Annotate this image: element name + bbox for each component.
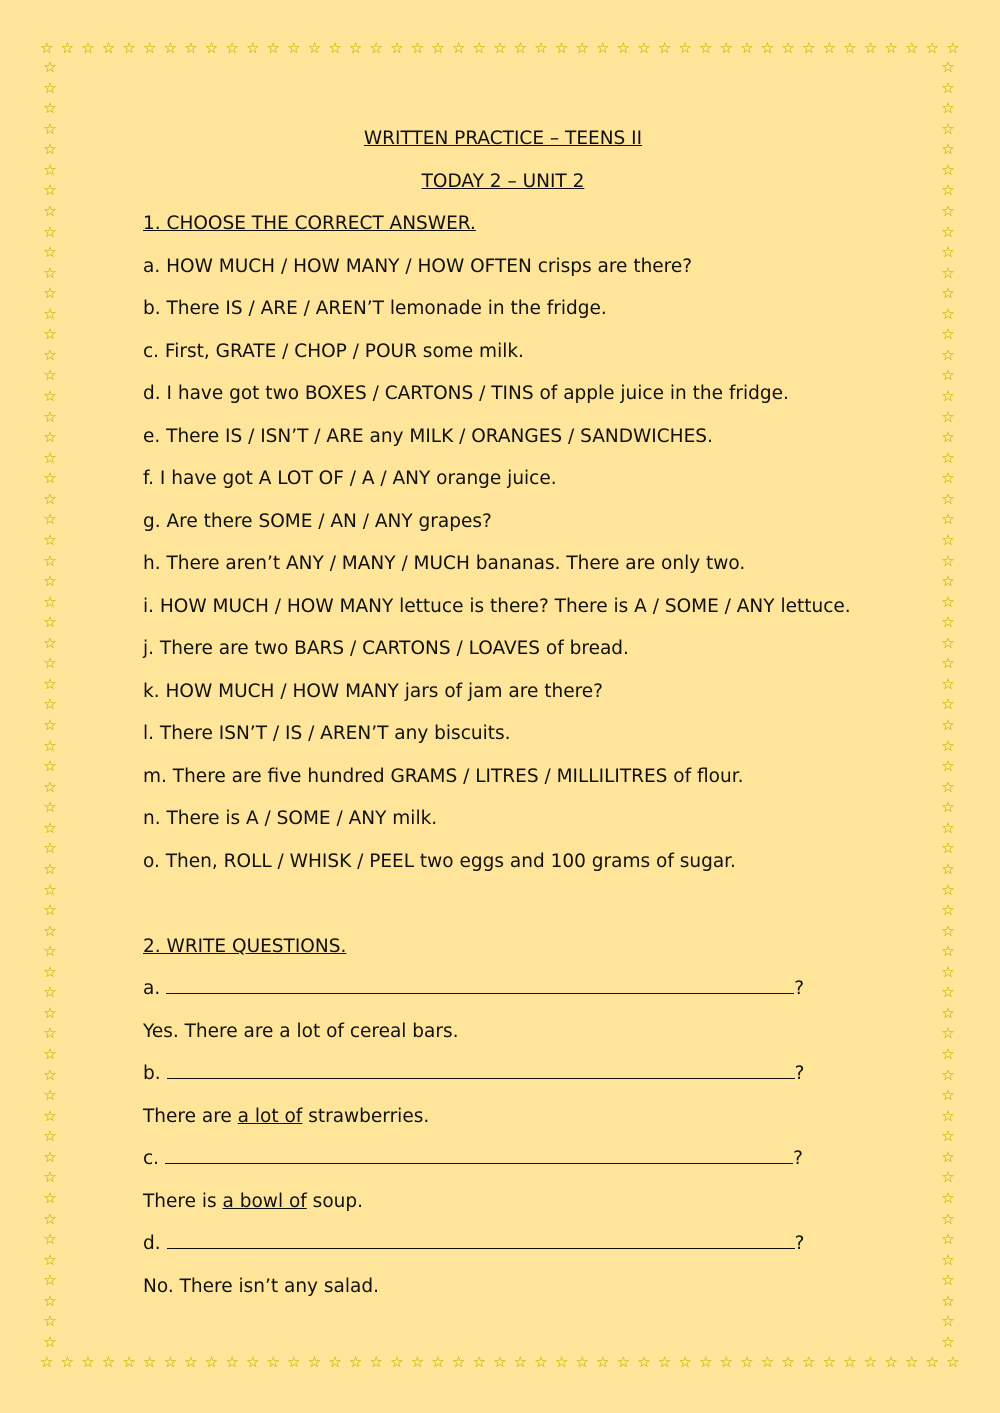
star-outline-icon: ☆ <box>513 38 528 57</box>
star-outline-icon: ☆ <box>699 38 713 57</box>
star-outline-icon: ☆ <box>43 510 57 529</box>
star-outline-icon: ☆ <box>941 633 955 652</box>
star-outline-icon: ☆ <box>616 1352 631 1371</box>
star-outline-icon: ☆ <box>43 921 57 940</box>
star-outline-icon: ☆ <box>941 736 955 755</box>
star-outline-icon: ☆ <box>941 674 955 693</box>
star-outline-icon: ☆ <box>348 1352 363 1371</box>
star-outline-icon: ☆ <box>451 38 466 57</box>
star-outline-icon: ☆ <box>941 530 955 549</box>
question-label-a: a. <box>143 978 161 999</box>
star-outline-icon: ☆ <box>904 38 919 57</box>
star-outline-icon: ☆ <box>719 1352 734 1371</box>
star-outline-icon: ☆ <box>43 1127 57 1146</box>
exercise-item-c: c. First, GRATE / CHOP / POUR some milk. <box>143 340 524 362</box>
star-outline-icon: ☆ <box>941 304 955 323</box>
exercise-item-i: i. HOW MUCH / HOW MANY lettuce is there? There is A / SOME / ANY lettuce. <box>143 595 851 617</box>
star-outline-icon: ☆ <box>843 1352 857 1371</box>
exercise-item-g: g. Are there SOME / AN / ANY grapes? <box>143 510 492 532</box>
star-outline-icon: ☆ <box>43 99 57 118</box>
star-outline-icon: ☆ <box>941 839 955 858</box>
star-outline-icon: ☆ <box>843 38 857 57</box>
star-outline-icon: ☆ <box>184 1352 198 1371</box>
star-outline-icon: ☆ <box>946 1352 960 1371</box>
exercise-item-j: j. There are two BARS / CARTONS / LOAVES of bread. <box>143 638 629 659</box>
star-outline-icon: ☆ <box>410 1352 425 1371</box>
star-outline-icon: ☆ <box>163 38 178 57</box>
star-outline-icon: ☆ <box>941 58 955 76</box>
star-outline-icon: ☆ <box>781 1352 795 1371</box>
star-outline-icon: ☆ <box>43 119 57 138</box>
star-outline-icon: ☆ <box>657 38 672 57</box>
star-outline-icon: ☆ <box>43 942 57 961</box>
star-outline-icon: ☆ <box>941 1271 955 1290</box>
star-outline-icon: ☆ <box>941 284 955 303</box>
star-outline-icon: ☆ <box>941 325 955 344</box>
star-outline-icon: ☆ <box>941 1188 955 1207</box>
star-outline-icon: ☆ <box>941 243 955 262</box>
section1-heading: 1. CHOOSE THE CORRECT ANSWER. <box>143 213 476 234</box>
star-outline-icon: ☆ <box>884 38 898 57</box>
star-outline-icon: ☆ <box>43 263 57 282</box>
star-outline-icon: ☆ <box>40 38 54 57</box>
star-border-right <box>938 60 958 1350</box>
question-mark-d: ? <box>794 1233 805 1254</box>
star-outline-icon: ☆ <box>941 1209 955 1228</box>
star-outline-icon: ☆ <box>204 38 219 57</box>
star-outline-icon: ☆ <box>941 181 955 200</box>
star-outline-icon: ☆ <box>328 38 342 57</box>
star-outline-icon: ☆ <box>941 757 955 776</box>
star-outline-icon: ☆ <box>941 263 955 282</box>
star-outline-icon: ☆ <box>941 201 955 220</box>
star-outline-icon: ☆ <box>941 962 955 981</box>
star-outline-icon: ☆ <box>781 38 795 57</box>
star-outline-icon: ☆ <box>941 572 955 591</box>
star-outline-icon: ☆ <box>43 1024 57 1043</box>
star-outline-icon: ☆ <box>410 38 425 57</box>
star-outline-icon: ☆ <box>204 1352 219 1371</box>
star-outline-icon: ☆ <box>43 407 57 426</box>
star-outline-icon: ☆ <box>43 1106 57 1125</box>
star-outline-icon: ☆ <box>43 428 57 447</box>
star-outline-icon: ☆ <box>81 38 95 57</box>
star-outline-icon: ☆ <box>637 38 651 57</box>
given-answer-d: No. There isn’t any salad. <box>143 1275 379 1297</box>
section-gap <box>143 883 863 926</box>
star-outline-icon: ☆ <box>43 1312 57 1331</box>
star-outline-icon: ☆ <box>43 592 57 611</box>
star-outline-icon: ☆ <box>43 448 57 467</box>
star-outline-icon: ☆ <box>43 181 57 200</box>
star-outline-icon: ☆ <box>493 38 507 57</box>
worksheet-title: WRITTEN PRACTICE – TEENS II <box>363 128 643 149</box>
star-outline-icon: ☆ <box>43 674 57 693</box>
answer-blank-b[interactable] <box>167 1058 795 1079</box>
star-outline-icon: ☆ <box>81 1352 95 1371</box>
star-outline-icon: ☆ <box>43 613 57 632</box>
star-outline-icon: ☆ <box>245 1352 260 1371</box>
star-outline-icon: ☆ <box>43 489 57 508</box>
exercise-item-b: b. There IS / ARE / AREN’T lemonade in the fridge. <box>143 298 607 319</box>
star-outline-icon: ☆ <box>941 489 955 508</box>
star-outline-icon: ☆ <box>596 38 610 57</box>
star-outline-icon: ☆ <box>43 1230 57 1249</box>
star-outline-icon: ☆ <box>941 78 955 97</box>
star-outline-icon: ☆ <box>431 38 445 57</box>
star-outline-icon: ☆ <box>941 1106 955 1125</box>
answer-b-text-start: There are <box>143 1105 238 1127</box>
answer-c-text-end: soup. <box>306 1190 363 1212</box>
star-outline-icon: ☆ <box>719 38 734 57</box>
star-outline-icon: ☆ <box>554 38 569 57</box>
star-outline-icon: ☆ <box>369 38 383 57</box>
star-outline-icon: ☆ <box>163 1352 178 1371</box>
exercise-item-e: e. There IS / ISN’T / ARE any MILK / ORANGES / SANDWICHES. <box>143 425 713 447</box>
star-outline-icon: ☆ <box>43 798 57 817</box>
star-outline-icon: ☆ <box>637 1352 651 1371</box>
star-outline-icon: ☆ <box>941 798 955 817</box>
star-outline-icon: ☆ <box>822 38 837 57</box>
star-outline-icon: ☆ <box>43 859 57 878</box>
exercise-item-n: n. There is A / SOME / ANY milk. <box>143 808 438 829</box>
star-outline-icon: ☆ <box>43 818 57 837</box>
star-outline-icon: ☆ <box>266 38 280 57</box>
star-outline-icon: ☆ <box>760 1352 775 1371</box>
star-outline-icon: ☆ <box>941 654 955 673</box>
star-outline-icon: ☆ <box>575 38 589 57</box>
star-outline-icon: ☆ <box>941 1230 955 1249</box>
exercise-item-o: o. Then, ROLL / WHISK / PEEL two eggs and 100 grams of sugar. <box>143 850 736 872</box>
star-outline-icon: ☆ <box>43 304 57 323</box>
question-label-c: c. <box>143 1148 160 1169</box>
star-outline-icon: ☆ <box>266 1352 280 1371</box>
star-outline-icon: ☆ <box>941 366 955 385</box>
star-outline-icon: ☆ <box>863 38 878 57</box>
star-outline-icon: ☆ <box>941 140 955 159</box>
star-outline-icon: ☆ <box>43 1271 57 1290</box>
star-outline-icon: ☆ <box>43 983 57 1002</box>
star-outline-icon: ☆ <box>101 1352 116 1371</box>
star-outline-icon: ☆ <box>941 716 955 734</box>
star-outline-icon: ☆ <box>43 1332 57 1351</box>
star-outline-icon: ☆ <box>760 38 775 57</box>
question-mark-a: ? <box>794 978 805 999</box>
exercise-item-k: k. HOW MUCH / HOW MANY jars of jam are there? <box>143 680 603 702</box>
star-outline-icon: ☆ <box>43 880 57 899</box>
star-outline-icon: ☆ <box>941 613 955 632</box>
star-outline-icon: ☆ <box>60 38 75 57</box>
star-outline-icon: ☆ <box>941 942 955 961</box>
star-outline-icon: ☆ <box>369 1352 383 1371</box>
star-outline-icon: ☆ <box>925 38 939 57</box>
star-outline-icon: ☆ <box>43 633 57 652</box>
star-outline-icon: ☆ <box>287 1352 301 1371</box>
given-answer-c <box>143 1181 863 1224</box>
star-outline-icon: ☆ <box>678 1352 692 1371</box>
worksheet-content <box>143 118 863 1308</box>
star-outline-icon: ☆ <box>225 38 239 57</box>
star-outline-icon: ☆ <box>43 777 57 796</box>
star-outline-icon: ☆ <box>941 1168 955 1187</box>
star-outline-icon: ☆ <box>43 530 57 549</box>
star-outline-icon: ☆ <box>43 1291 57 1310</box>
answer-b-underlined: a lot of <box>237 1105 303 1127</box>
star-outline-icon: ☆ <box>142 1352 157 1371</box>
star-outline-icon: ☆ <box>941 1065 955 1084</box>
star-outline-icon: ☆ <box>101 38 116 57</box>
star-outline-icon: ☆ <box>534 38 548 57</box>
star-outline-icon: ☆ <box>122 38 136 57</box>
star-outline-icon: ☆ <box>904 1352 919 1371</box>
star-outline-icon: ☆ <box>43 201 57 220</box>
star-outline-icon: ☆ <box>941 1086 955 1105</box>
star-outline-icon: ☆ <box>245 38 260 57</box>
star-outline-icon: ☆ <box>941 1312 955 1331</box>
star-outline-icon: ☆ <box>43 736 57 755</box>
question-label-b: b. <box>143 1063 161 1084</box>
star-outline-icon: ☆ <box>946 38 960 57</box>
star-outline-icon: ☆ <box>554 1352 569 1371</box>
star-outline-icon: ☆ <box>43 1168 57 1187</box>
star-outline-icon: ☆ <box>328 1352 342 1371</box>
exercise-item-h: h. There aren’t ANY / MANY / MUCH bananas. There are only two. <box>143 553 746 574</box>
star-outline-icon: ☆ <box>941 1024 955 1043</box>
star-outline-icon: ☆ <box>941 1291 955 1310</box>
star-outline-icon: ☆ <box>43 757 57 776</box>
star-outline-icon: ☆ <box>941 592 955 611</box>
star-outline-icon: ☆ <box>43 1065 57 1084</box>
star-outline-icon: ☆ <box>43 1188 57 1207</box>
star-outline-icon: ☆ <box>941 387 955 405</box>
star-outline-icon: ☆ <box>941 818 955 837</box>
star-outline-icon: ☆ <box>493 1352 507 1371</box>
section2-heading: 2. WRITE QUESTIONS. <box>143 935 347 957</box>
star-outline-icon: ☆ <box>941 99 955 118</box>
star-outline-icon: ☆ <box>596 1352 610 1371</box>
star-outline-icon: ☆ <box>43 1086 57 1105</box>
star-outline-icon: ☆ <box>43 387 57 405</box>
star-outline-icon: ☆ <box>390 38 404 57</box>
star-outline-icon: ☆ <box>43 58 57 76</box>
star-outline-icon: ☆ <box>43 1147 57 1166</box>
star-outline-icon: ☆ <box>472 1352 486 1371</box>
star-outline-icon: ☆ <box>801 38 816 57</box>
star-outline-icon: ☆ <box>43 901 57 920</box>
star-outline-icon: ☆ <box>43 572 57 591</box>
star-outline-icon: ☆ <box>941 469 955 488</box>
star-outline-icon: ☆ <box>941 901 955 920</box>
star-outline-icon: ☆ <box>43 1209 57 1228</box>
star-outline-icon: ☆ <box>941 777 955 796</box>
star-border-top <box>40 38 960 58</box>
star-outline-icon: ☆ <box>40 1352 54 1371</box>
star-outline-icon: ☆ <box>657 1352 672 1371</box>
star-outline-icon: ☆ <box>941 407 955 426</box>
question-line-a <box>143 968 863 1011</box>
star-outline-icon: ☆ <box>60 1352 75 1371</box>
star-outline-icon: ☆ <box>43 78 57 97</box>
answer-blank-d[interactable] <box>167 1228 795 1249</box>
star-outline-icon: ☆ <box>43 140 57 159</box>
star-outline-icon: ☆ <box>941 1045 955 1063</box>
star-outline-icon: ☆ <box>43 839 57 858</box>
star-outline-icon: ☆ <box>307 38 322 57</box>
star-outline-icon: ☆ <box>43 654 57 673</box>
question-label-d: d. <box>143 1233 161 1254</box>
exercise-item-m: m. There are five hundred GRAMS / LITRES / MILLILITRES of flour. <box>143 765 744 787</box>
exercise-item-d: d. I have got two BOXES / CARTONS / TINS of apple juice in the fridge. <box>143 383 789 404</box>
star-outline-icon: ☆ <box>941 1127 955 1146</box>
question-line-b <box>143 1053 863 1096</box>
star-outline-icon: ☆ <box>184 38 198 57</box>
worksheet-subtitle: TODAY 2 – UNIT 2 <box>421 170 585 192</box>
answer-blank-c[interactable] <box>165 1143 793 1164</box>
question-line-c <box>143 1138 863 1181</box>
star-outline-icon: ☆ <box>534 1352 548 1371</box>
star-outline-icon: ☆ <box>43 284 57 303</box>
star-outline-icon: ☆ <box>822 1352 837 1371</box>
star-outline-icon: ☆ <box>43 469 57 488</box>
star-outline-icon: ☆ <box>43 1045 57 1063</box>
star-outline-icon: ☆ <box>941 551 955 570</box>
star-outline-icon: ☆ <box>941 345 955 364</box>
star-outline-icon: ☆ <box>348 38 363 57</box>
star-outline-icon: ☆ <box>122 1352 136 1371</box>
star-outline-icon: ☆ <box>307 1352 322 1371</box>
star-outline-icon: ☆ <box>925 1352 939 1371</box>
star-outline-icon: ☆ <box>941 695 955 714</box>
star-outline-icon: ☆ <box>941 859 955 878</box>
star-outline-icon: ☆ <box>43 222 57 241</box>
exercise-item-a: a. HOW MUCH / HOW MANY / HOW OFTEN crisps are there? <box>143 255 693 277</box>
answer-c-text-start: There is <box>143 1190 223 1212</box>
star-outline-icon: ☆ <box>941 1147 955 1166</box>
star-outline-icon: ☆ <box>740 1352 754 1371</box>
star-outline-icon: ☆ <box>941 428 955 447</box>
star-outline-icon: ☆ <box>472 38 486 57</box>
answer-b-text-end: strawberries. <box>302 1105 430 1127</box>
star-outline-icon: ☆ <box>801 1352 816 1371</box>
star-outline-icon: ☆ <box>43 551 57 570</box>
star-outline-icon: ☆ <box>43 243 57 262</box>
star-outline-icon: ☆ <box>431 1352 445 1371</box>
star-outline-icon: ☆ <box>863 1352 878 1371</box>
star-outline-icon: ☆ <box>941 119 955 138</box>
star-outline-icon: ☆ <box>941 921 955 940</box>
question-mark-b: ? <box>794 1063 805 1084</box>
star-outline-icon: ☆ <box>941 510 955 529</box>
star-outline-icon: ☆ <box>941 1250 955 1269</box>
star-outline-icon: ☆ <box>678 38 692 57</box>
given-answer-a: Yes. There are a lot of cereal bars. <box>143 1020 459 1042</box>
exercise-item-f: f. I have got A LOT OF / A / ANY orange juice. <box>143 468 557 489</box>
star-outline-icon: ☆ <box>740 38 754 57</box>
star-outline-icon: ☆ <box>390 1352 404 1371</box>
star-outline-icon: ☆ <box>941 983 955 1002</box>
star-outline-icon: ☆ <box>575 1352 589 1371</box>
star-outline-icon: ☆ <box>43 325 57 344</box>
star-outline-icon: ☆ <box>43 1250 57 1269</box>
star-outline-icon: ☆ <box>616 38 631 57</box>
star-outline-icon: ☆ <box>884 1352 898 1371</box>
answer-blank-a[interactable] <box>166 973 794 994</box>
star-outline-icon: ☆ <box>513 1352 528 1371</box>
star-outline-icon: ☆ <box>225 1352 239 1371</box>
answer-c-underlined: a bowl of <box>222 1190 307 1212</box>
star-outline-icon: ☆ <box>287 38 301 57</box>
star-outline-icon: ☆ <box>43 366 57 385</box>
star-outline-icon: ☆ <box>941 448 955 467</box>
star-border-bottom <box>40 1352 960 1372</box>
star-outline-icon: ☆ <box>699 1352 713 1371</box>
star-outline-icon: ☆ <box>142 38 157 57</box>
star-outline-icon: ☆ <box>451 1352 466 1371</box>
star-outline-icon: ☆ <box>941 222 955 241</box>
star-outline-icon: ☆ <box>941 160 955 179</box>
star-outline-icon: ☆ <box>43 962 57 981</box>
star-outline-icon: ☆ <box>43 160 57 179</box>
star-outline-icon: ☆ <box>43 1003 57 1022</box>
question-mark-c: ? <box>793 1148 803 1169</box>
star-outline-icon: ☆ <box>43 716 57 734</box>
star-outline-icon: ☆ <box>941 1332 955 1351</box>
exercise-item-l: l. There ISN’T / IS / AREN’T any biscuits. <box>143 723 511 744</box>
star-outline-icon: ☆ <box>941 880 955 899</box>
star-outline-icon: ☆ <box>941 1003 955 1022</box>
question-line-d <box>143 1223 863 1266</box>
star-outline-icon: ☆ <box>43 695 57 714</box>
given-answer-b <box>143 1096 863 1139</box>
star-border-left <box>40 60 60 1350</box>
star-outline-icon: ☆ <box>43 345 57 364</box>
